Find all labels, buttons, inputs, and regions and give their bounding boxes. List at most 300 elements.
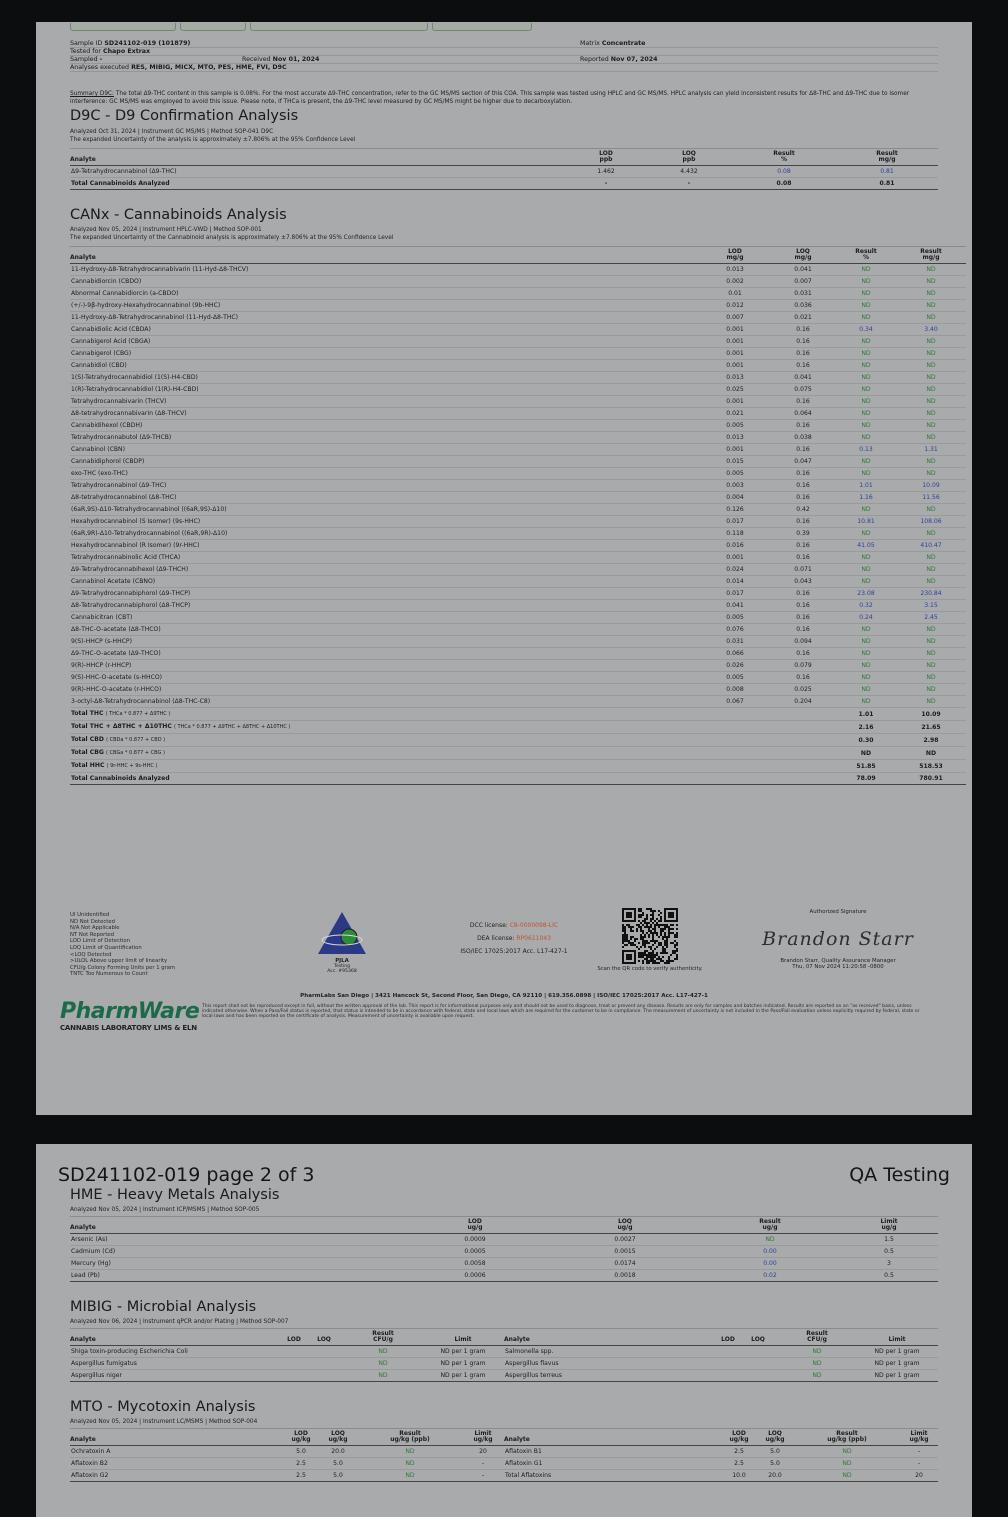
table-cell: Hexahydrocannabinol (R Isomer) (9r-HHC) [70, 540, 700, 552]
table-row [70, 1246, 938, 1258]
hme-title: HME - Heavy Metals Analysis [70, 1187, 280, 1203]
table-row [70, 372, 966, 384]
table-cell: 0.16 [770, 336, 836, 348]
table-row [70, 1458, 938, 1470]
table-cell: 1.16 [836, 492, 896, 504]
column-header: LOQ ug/kg [756, 1429, 794, 1446]
table-cell: 0.0174 [550, 1258, 700, 1270]
table-row [70, 672, 966, 684]
table-cell: 0.08 [732, 178, 836, 190]
table-cell: 0.041 [770, 264, 836, 276]
table-row [70, 396, 966, 408]
table-row [70, 408, 966, 420]
tested-for-value: Chapo Extrax [102, 48, 151, 55]
column-header: LOD [718, 1329, 738, 1346]
matrix-value: Concentrate [601, 40, 646, 47]
table-cell: ND [896, 384, 966, 396]
total-row [70, 773, 966, 785]
table-cell: ND [836, 456, 896, 468]
column-header: Analyte [70, 1429, 284, 1446]
table-cell [770, 760, 836, 773]
table-row [70, 648, 966, 660]
column-header: LOQ [738, 1329, 778, 1346]
table-cell: 0.001 [700, 360, 770, 372]
table-cell: Total Cannabinoids Analyzed [70, 773, 700, 785]
sample-id-label: Sample ID [70, 40, 103, 47]
table-cell: 3.15 [896, 600, 966, 612]
table-cell: 0.016 [700, 540, 770, 552]
legend-item: >ULOL Above upper limit of linearity [70, 958, 168, 965]
table-cell: - [900, 1458, 938, 1470]
table-cell: Total THC + Δ8THC + Δ10THC ( THCa * 0.877 + Δ9THC + Δ8THC + Δ10THC ) [70, 721, 700, 734]
table-cell [304, 1346, 344, 1358]
table-cell: 0.00 [700, 1246, 840, 1258]
table-cell: Aflatoxin B1 [504, 1446, 722, 1458]
mibig-header-row [70, 1329, 938, 1346]
column-header: Analyte [504, 1329, 718, 1346]
table-cell: 0.008 [700, 684, 770, 696]
table-cell: - [462, 1458, 504, 1470]
signature-block [752, 909, 924, 971]
table-cell: ND [836, 372, 896, 384]
table-cell: ND [896, 552, 966, 564]
table-cell: 23.08 [836, 588, 896, 600]
table-cell [770, 734, 836, 747]
table-cell: ND [344, 1346, 422, 1358]
table-cell: Mercury (Hg) [70, 1258, 400, 1270]
table-cell: ND [896, 408, 966, 420]
qr-caption: Scan the QR code to verify authenticity. [597, 966, 703, 972]
table-cell [770, 721, 836, 734]
table-cell: ND [896, 432, 966, 444]
analyses-label: Analyses executed [70, 64, 130, 71]
pjla-sub: Testing [333, 964, 351, 969]
table-cell [770, 773, 836, 785]
pjla-name: PJLA [335, 958, 349, 964]
mto-analyzed: Analyzed Nov 05, 2024 | Instrument LC/MSMS | Method SOP-004 [70, 1419, 258, 1425]
table-cell: ND [836, 528, 896, 540]
table-cell: ND [836, 747, 896, 760]
table-cell: 0.002 [700, 276, 770, 288]
table-cell: 3 [840, 1258, 938, 1270]
table-cell [718, 1346, 738, 1358]
d9c-title: D9C - D9 Confirmation Analysis [70, 108, 299, 124]
table-row [70, 1346, 938, 1358]
table-cell: ND [896, 288, 966, 300]
report-page-1 [36, 22, 972, 1115]
table-cell: ND [836, 648, 896, 660]
table-cell: 4.432 [646, 166, 732, 178]
column-header: Result % [836, 247, 896, 264]
table-row [70, 600, 966, 612]
table-cell: 10.81 [836, 516, 896, 528]
d9c-table [70, 148, 938, 190]
table-cell: 2.98 [896, 734, 966, 747]
table-cell [718, 1358, 738, 1370]
legend-item: <LOQ Detected [70, 951, 112, 958]
column-header: Analyte [70, 1217, 400, 1234]
table-cell: ND [896, 660, 966, 672]
table-cell: Aflatoxin B2 [70, 1458, 284, 1470]
table-cell: 0.026 [700, 660, 770, 672]
matrix-label: Matrix [580, 40, 600, 47]
table-cell: Cannabidiol (CBD) [70, 360, 700, 372]
table-cell: Total CBG ( CBGa * 0.877 + CBG ) [70, 747, 700, 760]
table-row [70, 576, 966, 588]
table-cell: 0.038 [770, 432, 836, 444]
table-cell: (6aR,9S)-Δ10-Tetrahydrocannabinol ((6aR,9S)-Δ10) [70, 504, 700, 516]
table-cell [304, 1358, 344, 1370]
table-cell: 0.34 [836, 324, 896, 336]
column-header: Result CFU/g [778, 1329, 856, 1346]
table-cell: 21.65 [896, 721, 966, 734]
legend-item: TNTC Too Numerous to Count [70, 971, 148, 978]
table-cell: - [900, 1446, 938, 1458]
column-header: LOQ ppb [646, 149, 732, 166]
mibig-table [70, 1328, 938, 1382]
signature-image: Brandon Starr [762, 927, 914, 950]
table-cell: ND [896, 396, 966, 408]
table-row [70, 612, 966, 624]
table-cell: 0.16 [770, 468, 836, 480]
table-row [70, 468, 966, 480]
qr-code-icon[interactable] [622, 908, 678, 964]
table-cell: ND [896, 312, 966, 324]
table-cell: 0.005 [700, 672, 770, 684]
table-cell: 1.01 [836, 480, 896, 492]
table-cell: 0.025 [770, 684, 836, 696]
table-cell: ND [896, 636, 966, 648]
column-header: Limit ug/kg [462, 1429, 504, 1446]
table-cell: 0.0058 [400, 1258, 550, 1270]
table-cell: 0.5 [840, 1270, 938, 1282]
table-cell: ND [836, 396, 896, 408]
pjla-logo-icon [316, 910, 368, 956]
total-row [70, 708, 966, 721]
table-cell: 5.0 [284, 1446, 318, 1458]
table-cell: 5.0 [756, 1458, 794, 1470]
table-cell: ND [700, 1234, 840, 1246]
column-header: Result mg/g [896, 247, 966, 264]
logo-subtitle: CANNABIS LABORATORY LIMS & ELN [60, 1024, 197, 1032]
table-cell: 0.0015 [550, 1246, 700, 1258]
table-cell: 0.5 [840, 1246, 938, 1258]
page-heading: SD241102-019 page 2 of 3 [58, 1164, 315, 1186]
table-cell: ND [344, 1358, 422, 1370]
table-cell: ND [836, 264, 896, 276]
sample-id: SD241102-019 (101879) [104, 40, 191, 47]
table-cell: 0.076 [700, 624, 770, 636]
legend-item: LOQ Limit of Quantification [70, 944, 142, 951]
dcc-license: C8-0000098-LIC [509, 922, 559, 929]
table-cell [284, 1358, 304, 1370]
table-cell: 0.0027 [550, 1234, 700, 1246]
pjla-accreditation [314, 910, 370, 974]
column-header: LOD mg/g [700, 247, 770, 264]
table-cell: 0.014 [700, 576, 770, 588]
table-cell: 0.013 [700, 372, 770, 384]
logo-wordmark: PharmWare [60, 999, 200, 1024]
table-cell: 0.16 [770, 324, 836, 336]
column-header: LOD ug/kg [284, 1429, 318, 1446]
total-row [70, 734, 966, 747]
table-row [70, 384, 966, 396]
table-cell: ND [836, 576, 896, 588]
canx-analyzed: Analyzed Nov 05, 2024 | Instrument HPLC-VWD | Method SOP-001 [70, 227, 262, 233]
table-cell: ND [836, 432, 896, 444]
column-header: Result ug/g [700, 1217, 840, 1234]
sampled-value: - [99, 56, 103, 63]
table-cell: 78.09 [836, 773, 896, 785]
table-cell: Δ8-THC-O-acetate (Δ8-THCO) [70, 624, 700, 636]
table-cell: Cannabidihexol (CBDH) [70, 420, 700, 432]
table-cell: 2.5 [284, 1458, 318, 1470]
table-cell: 0.021 [770, 312, 836, 324]
table-cell: 0.025 [700, 384, 770, 396]
table-cell: 0.16 [770, 420, 836, 432]
table-cell: 0.004 [700, 492, 770, 504]
table-cell: 0.42 [770, 504, 836, 516]
table-cell: Salmonella spp. [504, 1346, 718, 1358]
table-cell: Hexahydrocannabinol (S Isomer) (9s-HHC) [70, 516, 700, 528]
received-value: Nov 01, 2024 [272, 56, 320, 63]
table-cell: 0.00 [700, 1258, 840, 1270]
disclaimer: This report shall not be reproduced except in full, without the written approval of the lab. This report is for informational purposes only and should not be used to diagnose, treat or prevent any disease. Results are only for samples and batches indicated. Results are reported on an "as received" basis, unless indicated otherwise. When a Pass/Fail status is reported, that status is intended to be in accordance with federal, state and local laws which are required for the customer to be in compliance. The measurement of uncertainty is not included in the Pass/Fail evaluation unless explicitly required by federal, state or local laws and has been reported on the certificate of analysis. Measurement of uncertainty is available upon request. [202, 1004, 920, 1020]
d9c-analyzed: Analyzed Oct 31, 2024 | Instrument GC MS/MS | Method SOP-041 D9C [70, 129, 274, 135]
signature-label: Authorized Signature [809, 909, 867, 915]
table-cell: Shiga toxin-producing Escherichia Coli [70, 1346, 284, 1358]
table-row [70, 324, 966, 336]
table-cell: ND [896, 648, 966, 660]
table-cell: ND [794, 1470, 900, 1482]
table-cell: ND [896, 372, 966, 384]
table-cell: 11.56 [896, 492, 966, 504]
legend-item: CFU/g Colony Forming Units per 1 gram [70, 964, 176, 971]
column-header: LOQ mg/g [770, 247, 836, 264]
mto-header-row [70, 1429, 938, 1446]
received-label: Received [242, 56, 271, 63]
table-cell: 0.16 [770, 588, 836, 600]
table-cell: ND [836, 300, 896, 312]
table-row [70, 660, 966, 672]
table-cell: ND [896, 672, 966, 684]
table-cell: 0.16 [770, 552, 836, 564]
table-cell: 10.09 [896, 480, 966, 492]
table-cell: 11-Hydroxy-Δ8-Tetrahydrocannabivarin (11-Hyd-Δ8-THCV) [70, 264, 700, 276]
table-cell: Tetrahydrocannabinol (Δ9-THC) [70, 480, 700, 492]
table-cell: Δ8-tetrahydrocannabinol (Δ8-THC) [70, 492, 700, 504]
table-cell: Total Aflatoxins [504, 1470, 722, 1482]
table-cell: ND [778, 1358, 856, 1370]
table-row [70, 636, 966, 648]
table-cell: 410.47 [896, 540, 966, 552]
table-cell: ND per 1 gram [422, 1358, 504, 1370]
table-row [70, 1358, 938, 1370]
table-cell: ND [836, 504, 896, 516]
table-cell: 9(S)-HHC-O-acetate (s-HHCO) [70, 672, 700, 684]
table-cell: ND [896, 564, 966, 576]
table-cell: Cannabidiorcin (CBDO) [70, 276, 700, 288]
table-cell: 0.118 [700, 528, 770, 540]
table-cell: 0.003 [700, 480, 770, 492]
canx-uncertainty: The expanded Uncertainty of the Cannabinoid analysis is approximately ±7.806% at the 95% Confidence Level [70, 235, 394, 241]
table-cell: Δ9-THC-O-acetate (Δ9-THCO) [70, 648, 700, 660]
table-cell: ND [896, 276, 966, 288]
dea-license: RP0611043 [516, 935, 551, 942]
hme-analyzed: Analyzed Nov 05, 2024 | Instrument ICP/MSMS | Method SOP-005 [70, 1207, 260, 1213]
table-cell: ND [836, 312, 896, 324]
column-header: Analyte [504, 1429, 722, 1446]
table-cell: 3-octyl-Δ8-Tetrahydrocannabinol (Δ8-THC-C8) [70, 696, 700, 708]
table-cell [700, 721, 770, 734]
table-row [70, 1258, 938, 1270]
canx-title: CANx - Cannabinoids Analysis [70, 207, 287, 223]
table-cell: 0.81 [836, 166, 938, 178]
table-cell: 0.017 [700, 588, 770, 600]
qa-testing-label: QA Testing [849, 1164, 950, 1186]
table-cell: - [646, 178, 732, 190]
table-cell: ND [896, 300, 966, 312]
table-cell: ND [896, 696, 966, 708]
table-cell: 0.031 [770, 288, 836, 300]
table-cell: 0.204 [770, 696, 836, 708]
table-cell: 1(R)-Tetrahydrocannabidiol (1(R)-H4-CBD) [70, 384, 700, 396]
table-cell [700, 773, 770, 785]
table-cell: 1.31 [896, 444, 966, 456]
table-cell: 0.16 [770, 648, 836, 660]
table-row [70, 1446, 938, 1458]
table-cell: Tetrahydrocannabinolic Acid (THCA) [70, 552, 700, 564]
table-row [70, 288, 966, 300]
table-cell: (+/-)-9β-hydroxy-Hexahydrocannabinol (9b-HHC) [70, 300, 700, 312]
table-cell: 1.5 [840, 1234, 938, 1246]
table-row [70, 516, 966, 528]
signature-date: Thu, 07 Nov 2024 11:20:58 -0800 [792, 964, 884, 970]
table-cell [770, 708, 836, 721]
table-cell: 0.021 [700, 408, 770, 420]
column-header: Result ug/kg (ppb) [358, 1429, 462, 1446]
table-cell: Cadmium (Cd) [70, 1246, 400, 1258]
sample-metadata [70, 40, 938, 72]
table-cell: ND [896, 420, 966, 432]
table-row [70, 528, 966, 540]
table-cell: Aflatoxin G2 [70, 1470, 284, 1482]
table-cell: 0.013 [700, 432, 770, 444]
table-cell: 0.02 [700, 1270, 840, 1282]
license-block [442, 919, 586, 958]
table-cell: 0.001 [700, 324, 770, 336]
table-cell: Lead (Pb) [70, 1270, 400, 1282]
table-cell: 5.0 [756, 1446, 794, 1458]
table-row [70, 588, 966, 600]
table-cell: 0.30 [836, 734, 896, 747]
table-cell: Total CBD ( CBDa * 0.877 + CBD ) [70, 734, 700, 747]
table-cell: ND [836, 408, 896, 420]
page-top-tabs [70, 22, 536, 24]
table-cell: ND [836, 348, 896, 360]
total-row [70, 760, 966, 773]
table-row [70, 1270, 938, 1282]
table-cell: 0.041 [770, 372, 836, 384]
table-cell: 0.16 [770, 672, 836, 684]
table-cell: 1.01 [836, 708, 896, 721]
table-cell [738, 1346, 778, 1358]
table-cell: 0.32 [836, 600, 896, 612]
lab-address: PharmLabs San Diego | 3421 Hancock St, Second Floor, San Diego, CA 92110 | 619.356.0898 | ISO/IEC 17025:2017 Acc. L17-427-1 [300, 993, 708, 999]
column-header: LOQ ug/kg [318, 1429, 358, 1446]
table-cell: 0.16 [770, 612, 836, 624]
table-cell: 0.16 [770, 396, 836, 408]
table-cell [284, 1346, 304, 1358]
table-row [70, 166, 938, 178]
table-cell [700, 708, 770, 721]
table-cell: 9(R)-HHC-O-acetate (r-HHCO) [70, 684, 700, 696]
table-cell: 20 [462, 1446, 504, 1458]
table-cell: Cannabidiolic Acid (CBDA) [70, 324, 700, 336]
table-row [70, 696, 966, 708]
tested-for-label: Tested for [70, 48, 101, 55]
column-header: Result ug/kg (ppb) [794, 1429, 900, 1446]
table-cell: ND [836, 360, 896, 372]
mto-table [70, 1428, 938, 1482]
table-row [70, 300, 966, 312]
table-cell: ND [896, 456, 966, 468]
table-row [70, 312, 966, 324]
legend-item: ND Not Detected [70, 918, 115, 925]
table-cell: 0.16 [770, 480, 836, 492]
table-cell: ND [896, 360, 966, 372]
table-cell: ND [896, 624, 966, 636]
table-cell: 0.036 [770, 300, 836, 312]
mibig-title: MIBIG - Microbial Analysis [70, 1299, 257, 1315]
table-cell: ND [836, 384, 896, 396]
table-cell: 0.064 [770, 408, 836, 420]
table-cell [700, 734, 770, 747]
table-cell: 9(S)-HHCP (s-HHCP) [70, 636, 700, 648]
table-cell: 5.0 [318, 1458, 358, 1470]
table-cell: Tetrahydrocannabutol (Δ9-THCB) [70, 432, 700, 444]
table-cell: ND [896, 504, 966, 516]
table-row [70, 444, 966, 456]
iso-accreditation: ISO/IEC 17025:2017 Acc. L17-427-1 [460, 948, 568, 955]
table-cell: Cannabigerol Acid (CBGA) [70, 336, 700, 348]
table-cell [738, 1370, 778, 1382]
table-cell: ND [896, 528, 966, 540]
legend-item: N/A Not Applicable [70, 925, 120, 932]
table-cell: 0.001 [700, 552, 770, 564]
column-header: Result CFU/g [344, 1329, 422, 1346]
table-cell: 5.0 [318, 1470, 358, 1482]
column-header: Limit [856, 1329, 938, 1346]
table-cell: 0.01 [700, 288, 770, 300]
column-header: Result % [732, 149, 836, 166]
total-row [70, 721, 966, 734]
table-cell: Total THC ( THCa * 0.877 + Δ9THC ) [70, 708, 700, 721]
table-cell: Δ9-Tetrahydrocannabihexol (Δ9-THCH) [70, 564, 700, 576]
table-cell: 0.047 [770, 456, 836, 468]
canx-header-row [70, 247, 966, 264]
column-header: LOD [284, 1329, 304, 1346]
column-header: LOQ [304, 1329, 344, 1346]
table-cell: 0.017 [700, 516, 770, 528]
table-cell: 3.40 [896, 324, 966, 336]
table-cell: Aflatoxin G1 [504, 1458, 722, 1470]
table-row [70, 432, 966, 444]
table-row [70, 348, 966, 360]
table-cell: ND per 1 gram [856, 1358, 938, 1370]
table-row [70, 624, 966, 636]
table-row [70, 336, 966, 348]
